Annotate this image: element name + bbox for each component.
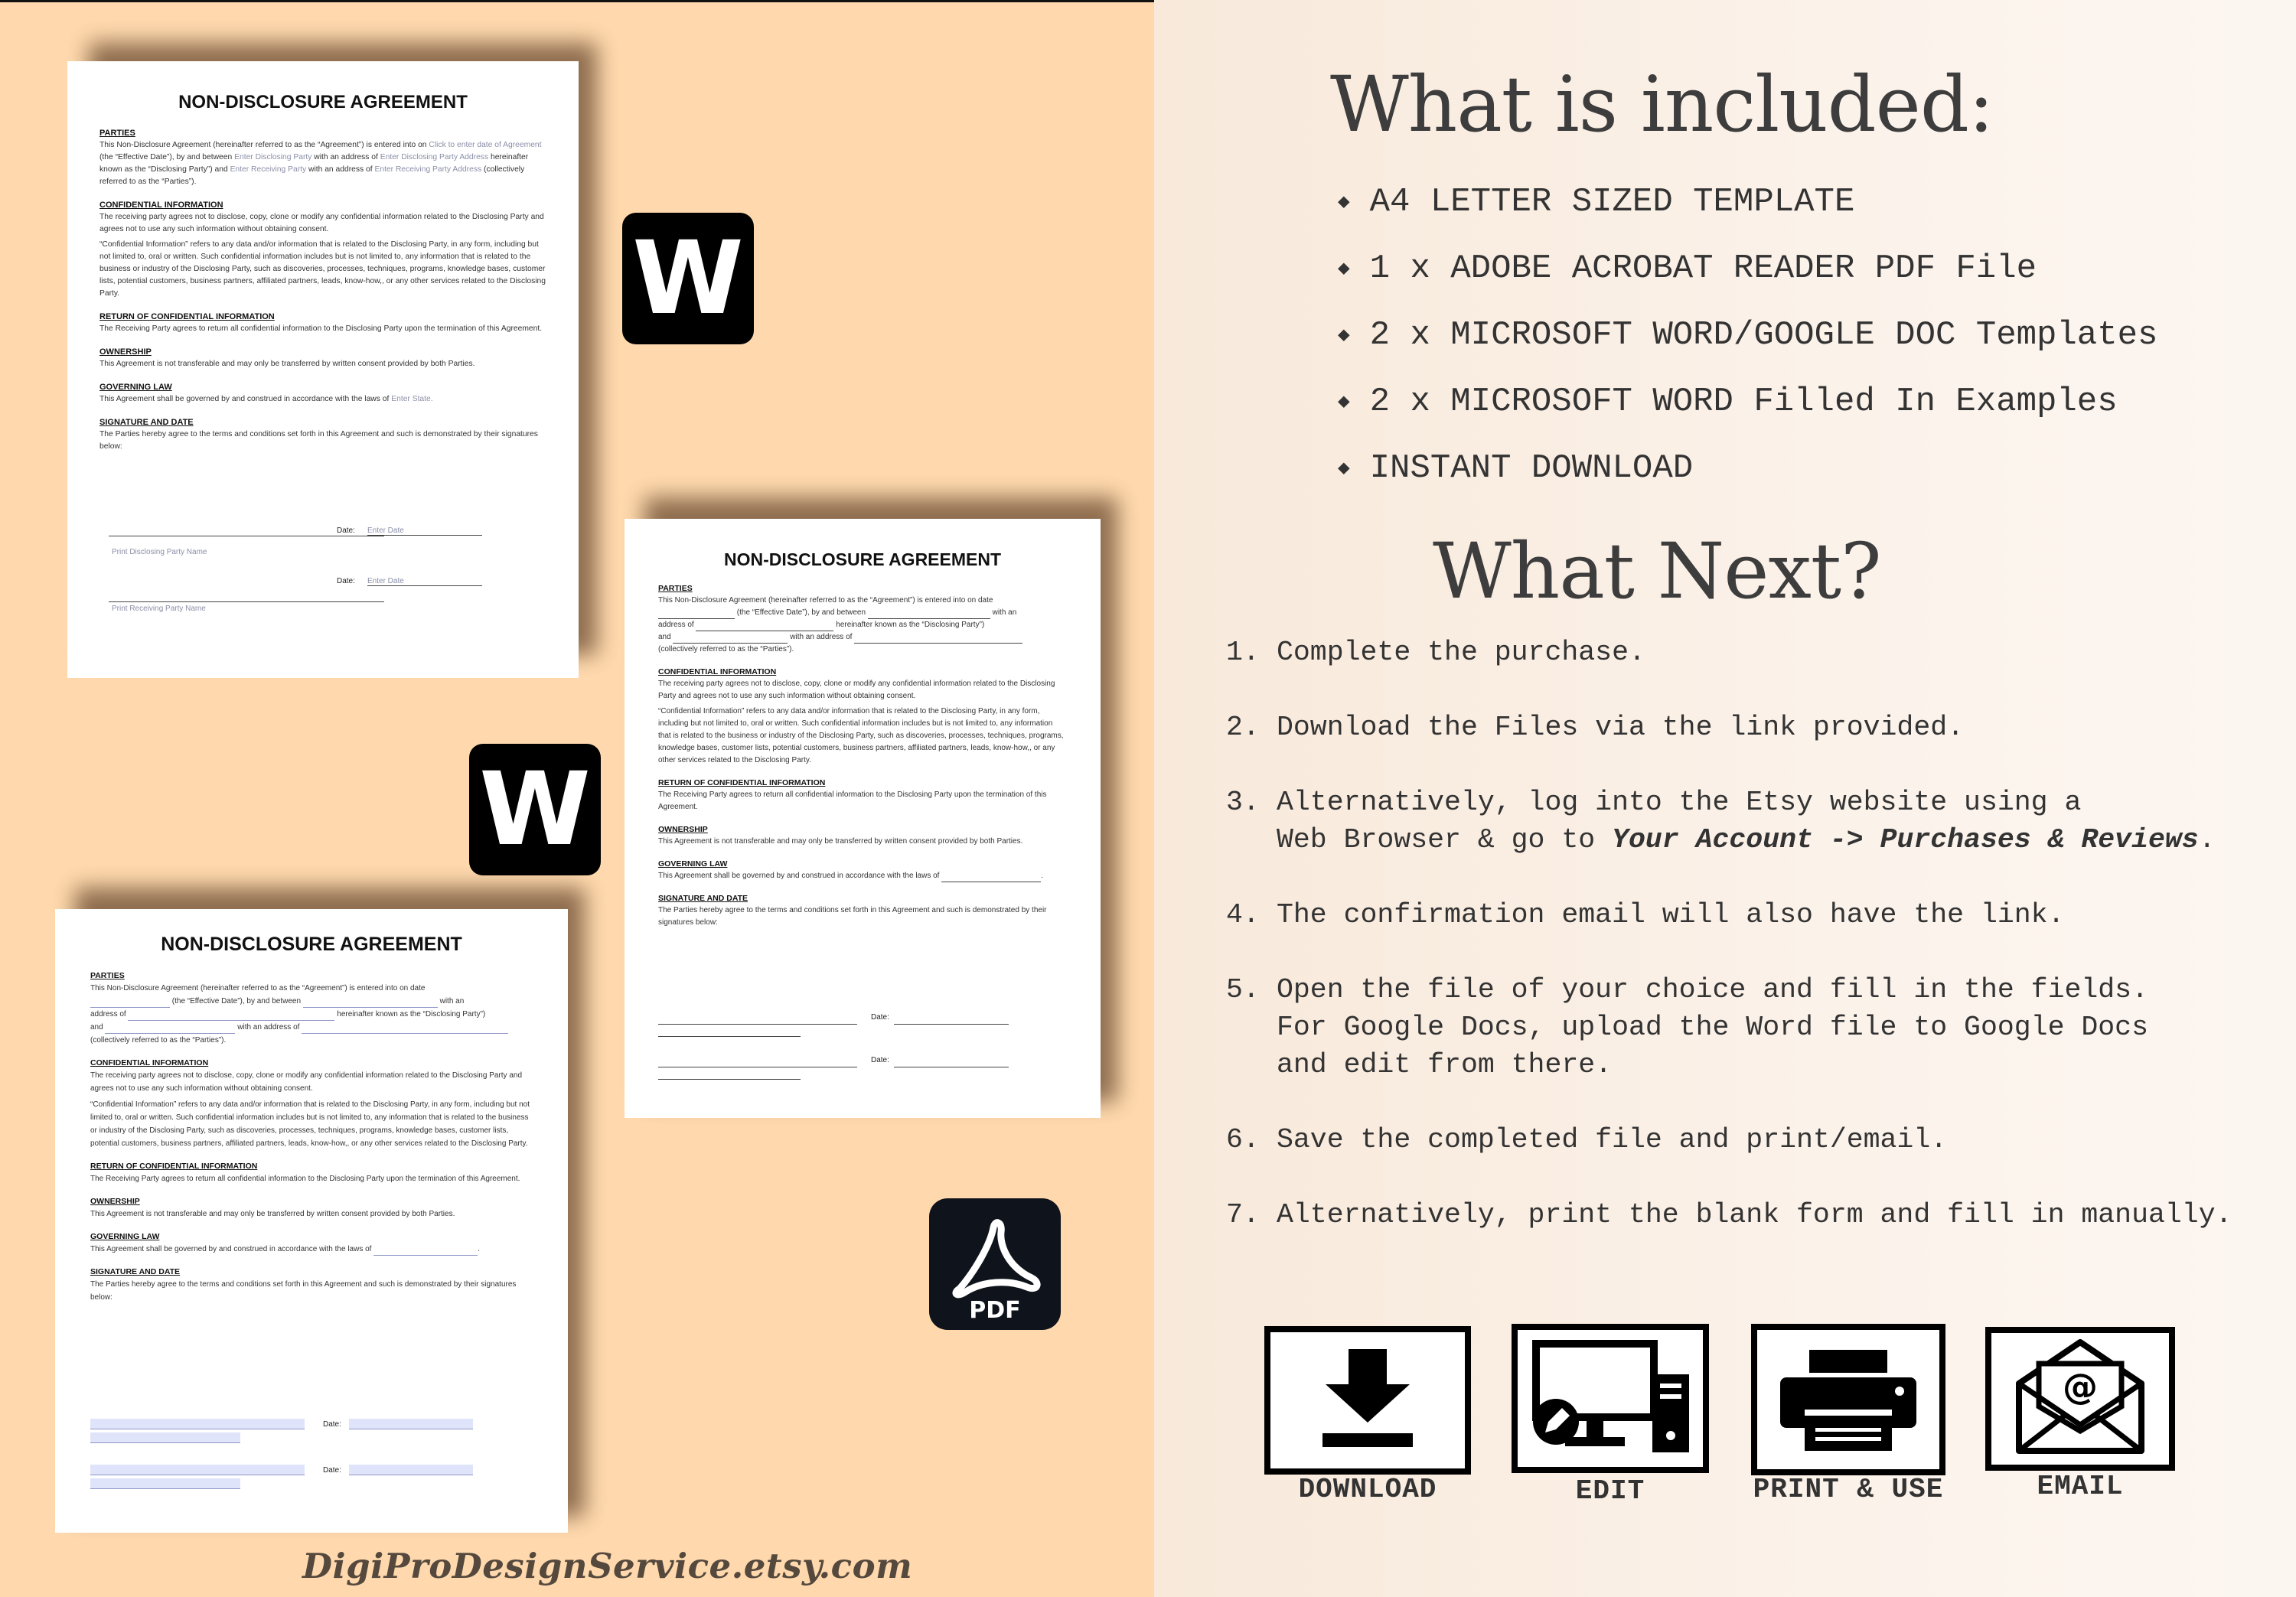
step-item [1226, 1196, 2232, 1234]
step-text-block [1277, 784, 2216, 859]
step-number: 3. [1226, 787, 1260, 818]
sec-confidential: CONFIDENTIAL INFORMATION [90, 1058, 209, 1067]
sec-ownership: OWNERSHIP [99, 347, 152, 357]
print-receiving-label: Print Receiving Party Name [112, 605, 206, 613]
blank-line [868, 618, 990, 619]
placeholder-receiving-address: Enter Receiving Party Address [374, 165, 482, 174]
signature-line [109, 601, 384, 602]
sec-return: RETURN OF CONFIDENTIAL INFORMATION [99, 312, 275, 321]
step-text: Download the Files via the link provided. [1277, 712, 1965, 743]
signature-line [658, 1024, 857, 1025]
email-label: EMAIL [2037, 1471, 2124, 1502]
word-icon: W [469, 744, 601, 875]
step-text: Alternatively, print the blank form and fill in manually. [1277, 1199, 2232, 1230]
parties-text [90, 982, 533, 1047]
doc-title: NON-DISCLOSURE AGREEMENT [178, 92, 468, 112]
step-number: 4. [1226, 899, 1260, 930]
step-text: Alternatively, log into the Etsy website using a [1277, 787, 2082, 818]
included-item-text: 1 x ADOBE ACROBAT READER PDF File [1369, 249, 2037, 288]
blank-line [658, 618, 735, 619]
steps-list [1226, 634, 2232, 1271]
name-field[interactable] [90, 1432, 240, 1443]
store-url: DigiProDesignService.etsy.com [302, 1546, 913, 1586]
print-label: PRINT & USE [1753, 1474, 1944, 1505]
text: with an address of [314, 153, 378, 161]
sec-signature: SIGNATURE AND DATE [99, 418, 194, 427]
form-field[interactable] [303, 1007, 438, 1008]
form-field[interactable] [105, 1033, 235, 1034]
download-feature [1264, 1326, 1471, 1475]
law-text: This Agreement shall be governed by and construed in accordance with the laws of . [90, 1243, 533, 1256]
sec-confidential: CONFIDENTIAL INFORMATION [99, 200, 223, 210]
name-field[interactable] [90, 1478, 240, 1489]
placeholder-receiving-party: Enter Receiving Party [230, 165, 307, 174]
sec-confidential: CONFIDENTIAL INFORMATION [658, 667, 777, 676]
confidential-p1: The receiving party agrees not to disclose, copy, clone or modify any confidential information related to the Disclosing Party and agrees not to use any such information without obtaining consent. [90, 1071, 522, 1093]
sec-signature: SIGNATURE AND DATE [90, 1267, 181, 1276]
nda-preview-page-1 [67, 61, 579, 678]
included-item [1338, 301, 2157, 368]
law-text: This Agreement shall be governed by and construed in accordance with the laws of . [658, 870, 1067, 882]
computer-edit-icon [1518, 1330, 1703, 1467]
date-label: Date: [871, 1056, 889, 1064]
pdf-label: PDF [969, 1297, 1021, 1324]
confidential-p2: “Confidential Information” refers to any data and/or information that is related to the Disclosing Party, in any form, including but not limited to, oral or written. Such confidential information includes but is not limited to, any information that is related to the business or industry of the Disclosing Party, such as discoveries, processes, techniques, programs, knowledge bases, customer lists, potential customers, business partners, affiliated partners, leads, know-how,, or any other services related to the Disclosing Party. [90, 1100, 530, 1148]
step-number: 1. [1226, 637, 1260, 668]
edit-label: EDIT [1575, 1475, 1645, 1507]
text: with an [992, 608, 1017, 617]
ownership-text: This Agreement is not transferable and may only be transferred by written consent provided by both Parties. [90, 1210, 455, 1218]
diamond-bullet-icon: ◆ [1338, 324, 1350, 347]
confidential-p1: The receiving party agrees not to disclose, copy, clone or modify any confidential information related to the Disclosing Party and agrees not to use any such information without obtaining consent. [99, 213, 544, 233]
sec-parties: PARTIES [99, 129, 135, 138]
print-feature [1751, 1324, 1945, 1475]
step-text: Save the completed file and print/email. [1277, 1124, 1948, 1155]
return-text: The Receiving Party agrees to return all confidential information to the Disclosing Party upon the termination of this Agreement. [90, 1175, 520, 1183]
sec-return: RETURN OF CONFIDENTIAL INFORMATION [90, 1162, 258, 1171]
nda-preview-page-2 [625, 519, 1101, 1118]
placeholder-enter-date: Enter Date [367, 577, 482, 586]
return-text: The Receiving Party agrees to return all confidential information to the Disclosing Party upon the termination of this Agreement. [99, 324, 543, 333]
step-number: 7. [1226, 1199, 1260, 1230]
text: (collectively referred to as the “Parties”). [658, 645, 794, 653]
edit-feature [1512, 1324, 1709, 1473]
envelope-icon [1991, 1333, 2169, 1465]
step-number: 2. [1226, 712, 1260, 743]
text: hereinafter known as the “Disclosing Party”) [836, 621, 985, 629]
confidential-p2: “Confidential Information” refers to any data and/or information that is related to the Disclosing Party, in any form, including but not limited to, oral or written. Such confidential information includes but is not limited to, any information that is related to the business or industry of the Disclosing Party, such as discoveries, processes, techniques, programs, knowledge bases, customer lists, potential customers, business partners, affiliated partners, leads, know-how,, or any other services related to the Disclosing Party. [658, 707, 1064, 764]
text: This Agreement shall be governed by and construed in accordance with the laws of [99, 395, 390, 403]
included-item [1338, 435, 2157, 501]
doc-title: NON-DISCLOSURE AGREEMENT [161, 934, 462, 955]
signature-field[interactable] [90, 1465, 305, 1475]
download-icon [1270, 1332, 1465, 1468]
name-line [658, 1036, 801, 1037]
step-item [1226, 971, 2232, 1084]
placeholder-disclosing-address: Enter Disclosing Party Address [380, 153, 489, 161]
pdf-icon [929, 1198, 1061, 1330]
form-field[interactable] [302, 1033, 508, 1034]
step-text: Complete the purchase. [1277, 637, 1645, 668]
confidential-p1: The receiving party agrees not to disclose, copy, clone or modify any confidential information related to the Disclosing Party and agrees not to use any such information without obtaining consent. [658, 680, 1055, 700]
acrobat-symbol [929, 1198, 1061, 1330]
text: with an address of [237, 1023, 300, 1032]
text: This Agreement shall be governed by and construed in accordance with the laws of [90, 1245, 372, 1253]
diamond-bullet-icon: ◆ [1338, 257, 1350, 280]
at-symbol: @ [2063, 1366, 2098, 1407]
form-field[interactable] [90, 1007, 170, 1008]
date-label: Date: [871, 1013, 889, 1022]
included-item-text: 2 x MICROSOFT WORD/GOOGLE DOC Templates [1369, 315, 2158, 354]
top-border-line [0, 0, 1154, 2]
diamond-bullet-icon: ◆ [1338, 457, 1350, 480]
blank-line [854, 643, 1022, 644]
included-item [1338, 168, 2157, 235]
placeholder-date: Click to enter date of Agreement [429, 141, 542, 149]
next-heading: What Next? [1433, 526, 1881, 616]
placeholder-disclosing-party: Enter Disclosing Party [234, 153, 312, 161]
step-item [1226, 896, 2232, 934]
date-label: Date: [323, 1420, 341, 1429]
date-line [894, 1024, 1009, 1025]
date-label: Date: [323, 1466, 341, 1475]
text: (the “Effective Date”), by and between [171, 997, 302, 1005]
text: This Agreement shall be governed by and construed in accordance with the laws of [658, 872, 940, 880]
step-item [1226, 709, 2232, 746]
included-item [1338, 368, 2157, 435]
text: (collectively referred to as the “Parties”). [99, 165, 525, 186]
sec-law: GOVERNING LAW [99, 383, 172, 392]
sec-parties: PARTIES [90, 971, 125, 980]
date-label: Date: [337, 577, 355, 585]
text: with an address of [790, 633, 853, 641]
sec-parties: PARTIES [658, 584, 693, 593]
step-item [1226, 634, 2232, 671]
diamond-bullet-icon: ◆ [1338, 390, 1350, 413]
step-text: Open the file of your choice and fill in the fields. [1277, 974, 2148, 1005]
date-field[interactable] [349, 1419, 473, 1429]
text: with an address of [308, 165, 373, 174]
nda-preview-page-3 [55, 909, 568, 1533]
date-field[interactable] [349, 1465, 473, 1475]
included-item-text: 2 x MICROSOFT WORD Filled In Examples [1369, 382, 2118, 421]
word-icon: W [622, 213, 754, 344]
form-field[interactable] [373, 1255, 478, 1256]
sec-signature: SIGNATURE AND DATE [658, 894, 748, 903]
name-line [658, 1079, 801, 1080]
signature-text: The Parties hereby agree to the terms and conditions set forth in this Agreement and such is demonstrated by their signatures below: [90, 1280, 517, 1302]
included-item-text: INSTANT DOWNLOAD [1369, 448, 1694, 487]
step-item [1226, 784, 2232, 859]
step-number: 6. [1226, 1124, 1260, 1155]
doc-title: NON-DISCLOSURE AGREEMENT [723, 549, 1002, 569]
law-text [99, 393, 546, 406]
download-label: DOWNLOAD [1298, 1474, 1437, 1505]
date-label: Date: [337, 526, 355, 535]
blank-line [673, 643, 788, 644]
step-text [1277, 821, 2216, 859]
step-text: For Google Docs, upload the Word file to Google Docs [1277, 1012, 2148, 1043]
text: (the “Effective Date”), by and between [736, 608, 866, 617]
step-text: and edit from there. [1277, 1049, 1613, 1080]
sec-ownership: OWNERSHIP [90, 1197, 140, 1206]
printer-icon [1757, 1330, 1939, 1469]
included-item-text: A4 LETTER SIZED TEMPLATE [1369, 182, 1855, 221]
ownership-text: This Agreement is not transferable and may only be transferred by written consent provided by both Parties. [658, 837, 1023, 846]
print-disclosing-label: Print Disclosing Party Name [112, 548, 207, 556]
step-text: The confirmation email will also have the link. [1277, 899, 2065, 930]
included-item [1338, 235, 2157, 301]
parties-text [658, 595, 1067, 656]
text: (collectively referred to as the “Parties”). [90, 1036, 227, 1045]
signature-field[interactable] [90, 1419, 305, 1429]
return-text: The Receiving Party agrees to return all confidential information to the Disclosing Party upon the termination of this Agreement. [658, 790, 1047, 811]
signature-text: The Parties hereby agree to the terms and conditions set forth in this Agreement and such is demonstrated by their signatures below: [658, 906, 1047, 927]
account-path-text: Your Account -> Purchases & Reviews [1612, 824, 2199, 856]
signature-text: The Parties hereby agree to the terms and conditions set forth in this Agreement and such is demonstrated by their signatures below: [99, 430, 538, 451]
parties-text [99, 139, 546, 188]
text: and [90, 1023, 103, 1032]
step-text-block [1277, 971, 2148, 1084]
text: Web Browser & go to [1277, 824, 1613, 856]
sec-ownership: OWNERSHIP [658, 825, 708, 834]
diamond-bullet-icon: ◆ [1338, 191, 1350, 213]
text: address of [658, 621, 694, 629]
text: . [2198, 824, 2216, 856]
step-number: 5. [1226, 974, 1260, 1005]
email-feature [1985, 1327, 2175, 1471]
text: and [658, 633, 671, 641]
confidential-p2: “Confidential Information” refers to any data and/or information that is related to the Disclosing Party, in any form, including but not limited to, oral or written. Such confidential information includes but is not limited to, any information that is related to the business or industry of the Disclosing Party, such as discoveries, processes, techniques, programs, knowledge bases, customer lists, potential customers, business partners, affiliated partners, leads, know-how,, or any other services related to the Disclosing Party. [99, 240, 546, 298]
placeholder-enter-date: Enter Date [367, 526, 482, 536]
text: This Non-Disclosure Agreement (hereinafter referred to as the “Agreement”) is entered into on [99, 141, 427, 149]
step-item [1226, 1121, 2232, 1159]
included-heading: What is included: [1330, 60, 1994, 149]
ownership-text: This Agreement is not transferable and may only be transferred by written consent provided by both Parties. [99, 360, 475, 368]
sec-law: GOVERNING LAW [658, 859, 728, 869]
placeholder-state: Enter State. [391, 395, 433, 403]
text: with an [439, 997, 465, 1005]
text: address of [90, 1010, 126, 1018]
form-field[interactable] [128, 1020, 334, 1021]
sec-return: RETURN OF CONFIDENTIAL INFORMATION [658, 778, 826, 787]
included-list [1338, 168, 2157, 501]
text: (the “Effective Date”), by and between [99, 153, 233, 161]
text: This Non-Disclosure Agreement (hereinafter referred to as the “Agreement”) is entered into on date [90, 984, 426, 992]
text: This Non-Disclosure Agreement (hereinafter referred to as the “Agreement”) is entered into on date [658, 596, 993, 605]
text: hereinafter known as the “Disclosing Party”) [337, 1010, 486, 1018]
sec-law: GOVERNING LAW [90, 1232, 160, 1241]
text: hereinafter known as the “Disclosing Party”) and [99, 153, 529, 174]
